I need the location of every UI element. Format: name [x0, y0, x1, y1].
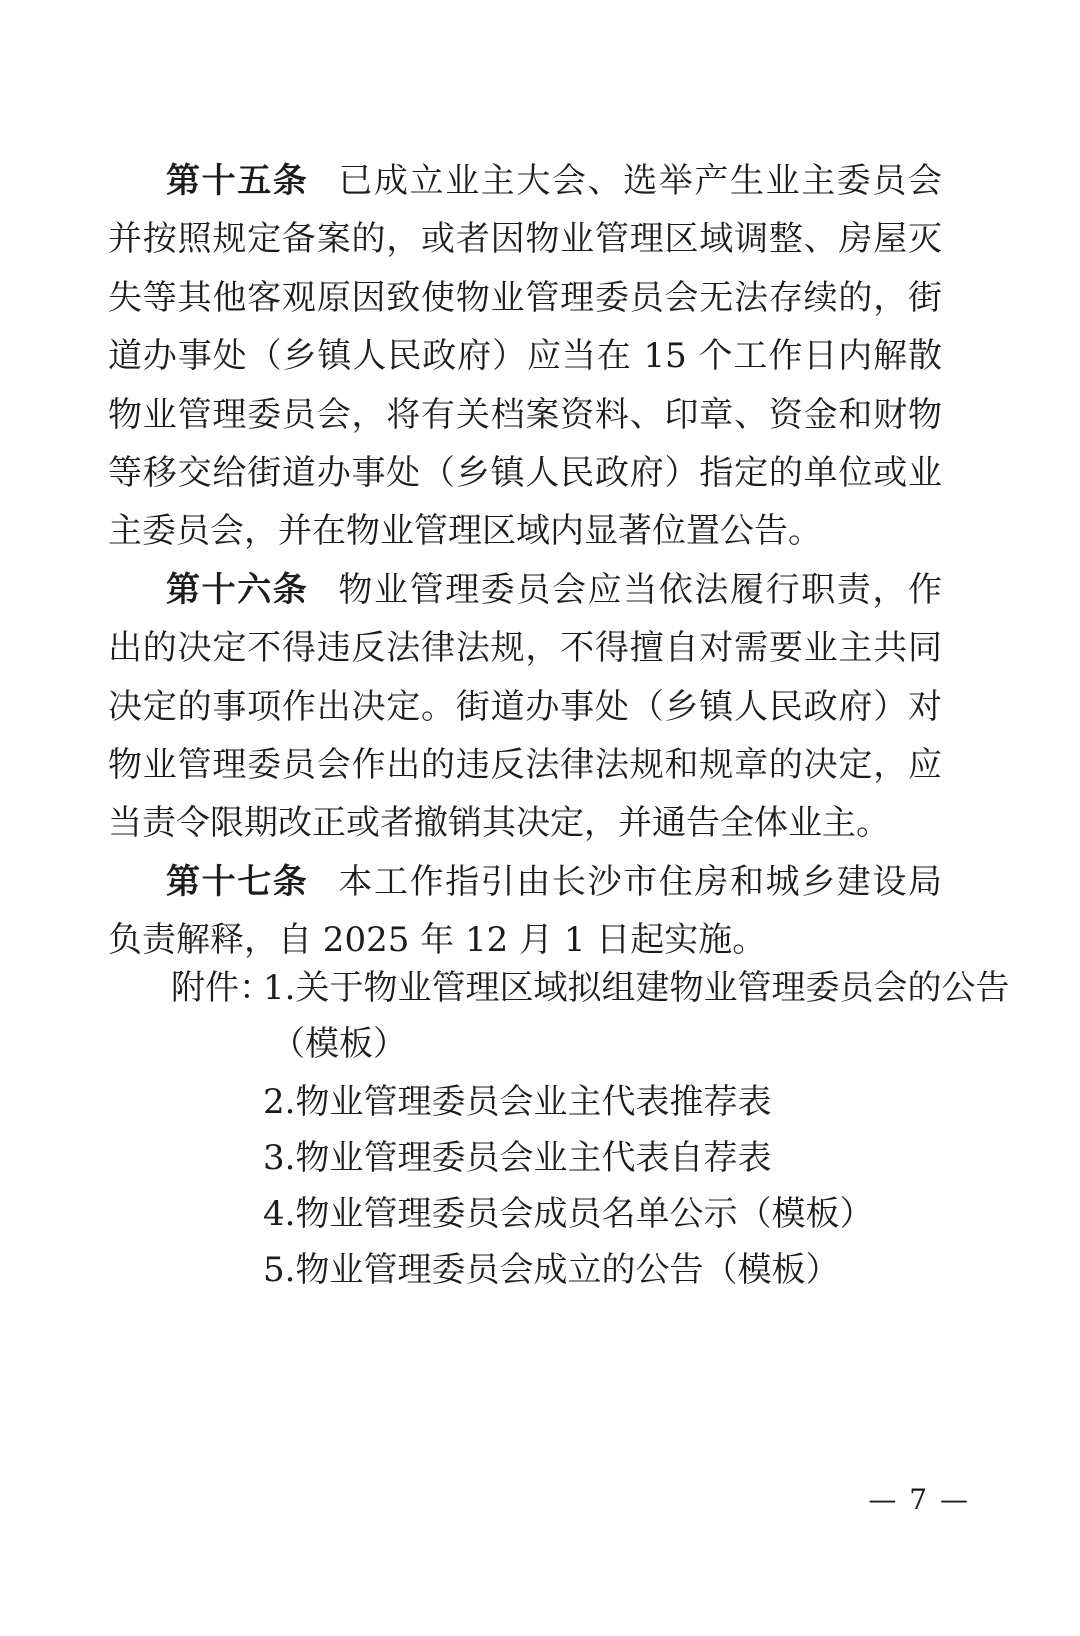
article-17-label: 第十七条 [166, 861, 309, 902]
article-16-label: 第十六条 [166, 569, 309, 610]
page-number: — 7 — [868, 1483, 970, 1516]
article-body [108, 152, 942, 970]
article-17 [108, 853, 942, 970]
article-17-text: 本工作指引由长沙市住房和城乡建设局负责解释，自 2025 年 12 月 1 日起实施。 [108, 861, 943, 961]
attachments-list [171, 960, 1010, 1298]
article-15-label: 第十五条 [166, 161, 309, 201]
article-16 [108, 561, 942, 853]
attachment-item: 3.物业管理委员会业主代表自荐表 [263, 1138, 772, 1178]
attachment-item: 2.物业管理委员会业主代表推荐表 [263, 1082, 772, 1122]
attachment-item-continuation: （模板） [271, 1024, 407, 1064]
attachment-item: 1.关于物业管理区域拟组建物业管理委员会的公告 [263, 968, 1010, 1008]
article-16-text: 物业管理委员会应当依法履行职责，作出的决定不得违反法律法规，不得擅自对需要业主共同决定的事项作出决定。街道办事处（乡镇人民政府）对物业管理委员会作出的违反法律法规和规章的决定，应当责令限期改正或者撤销其决定，并通告全体业主。 [108, 569, 943, 844]
article-15-text: 已成立业主大会、选举产生业主委员会并按照规定备案的，或者因物业管理区域调整、房屋灭失等其他客观原因致使物业管理委员会无法存续的，街道办事处（乡镇人民政府）应当在 15 个工作日内解散物业管理委员会，将有关档案资料、印章、资金和财物等移交给街道办事处（乡镇人民政府）指定的单位或业主委员会，并在物业管理区域内显著位置公告。 [108, 161, 943, 552]
article-15 [108, 152, 942, 561]
attachment-item: 5.物业管理委员会成立的公告（模板） [263, 1250, 840, 1290]
attachments-label: 附件： [171, 968, 273, 1008]
attachment-item: 4.物业管理委员会成员名单公示（模板） [263, 1194, 874, 1234]
